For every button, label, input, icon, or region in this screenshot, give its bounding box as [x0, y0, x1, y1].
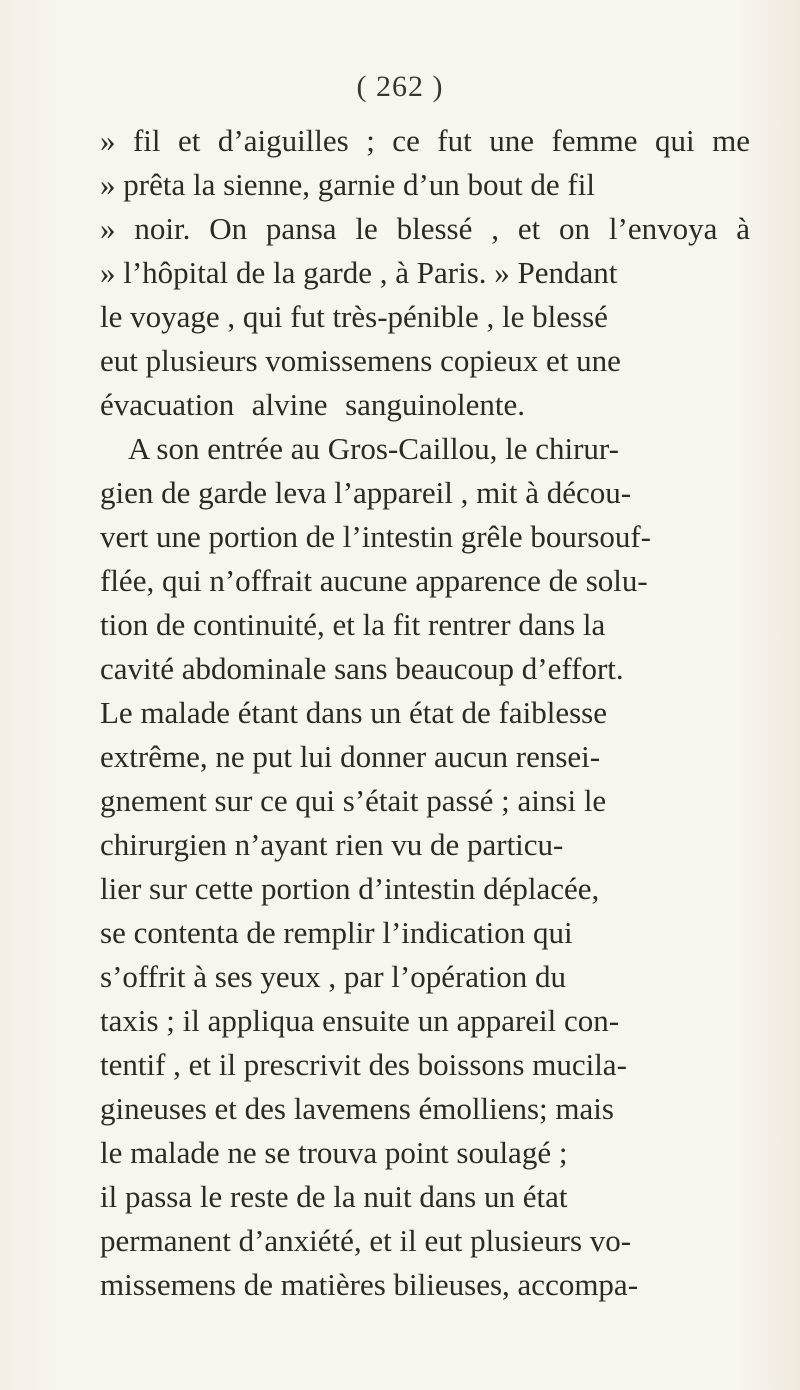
text-line: » fil et d’aiguilles ; ce fut une femme qui me: [100, 123, 750, 158]
text-line: lier sur cette portion d’intestin déplacée,: [100, 871, 600, 906]
text-line: missemens de matières bilieuses, accompa-: [100, 1267, 639, 1302]
text-line: se contenta de remplir l’indication qui: [100, 915, 573, 950]
text-line: » l’hôpital de la garde , à Paris. » Pendant: [100, 255, 618, 290]
text-line: vert une portion de l’intestin grêle boursouf-: [100, 519, 651, 554]
text-line: eut plusieurs vomissemens copieux et une: [100, 343, 621, 378]
text-line: extrême, ne put lui donner aucun rensei-: [100, 739, 601, 774]
text-line: flée, qui n’offrait aucune apparence de solu-: [100, 563, 648, 598]
text-line: gnement sur ce qui s’était passé ; ainsi le: [100, 783, 607, 818]
text-line: Le malade étant dans un état de faiblesse: [100, 695, 607, 730]
text-line: il passa le reste de la nuit dans un état: [100, 1179, 568, 1214]
text-line: chirurgien n’ayant rien vu de particu-: [100, 827, 564, 862]
text-line: évacuation alvine sanguinolente.: [100, 387, 525, 422]
text-line: permanent d’anxiété, et il eut plusieurs vo-: [100, 1223, 632, 1258]
text-line: gien de garde leva l’appareil , mit à décou-: [100, 475, 632, 510]
text-line: A son entrée au Gros-Caillou, le chirur-: [128, 431, 619, 466]
text-line: le malade ne se trouva point soulagé ;: [100, 1135, 568, 1170]
text-line: » noir. On pansa le blessé , et on l’envoya à: [100, 211, 750, 246]
text-line: » prêta la sienne, garnie d’un bout de fil: [100, 167, 595, 202]
text-line: cavité abdominale sans beaucoup d’effort.: [100, 651, 624, 686]
text-line: le voyage , qui fut très-pénible , le blessé: [100, 299, 608, 334]
page-number: ( 262 ): [356, 70, 444, 103]
text-line: s’offrit à ses yeux , par l’opération du: [100, 959, 567, 994]
text-line: taxis ; il appliqua ensuite un appareil con-: [100, 1003, 620, 1038]
text-line: tentif , et il prescrivit des boissons mucila-: [100, 1047, 627, 1082]
text-line: gineuses et des lavemens émolliens; mais: [100, 1091, 614, 1126]
text-line: tion de continuité, et la fit rentrer dans la: [100, 607, 606, 642]
